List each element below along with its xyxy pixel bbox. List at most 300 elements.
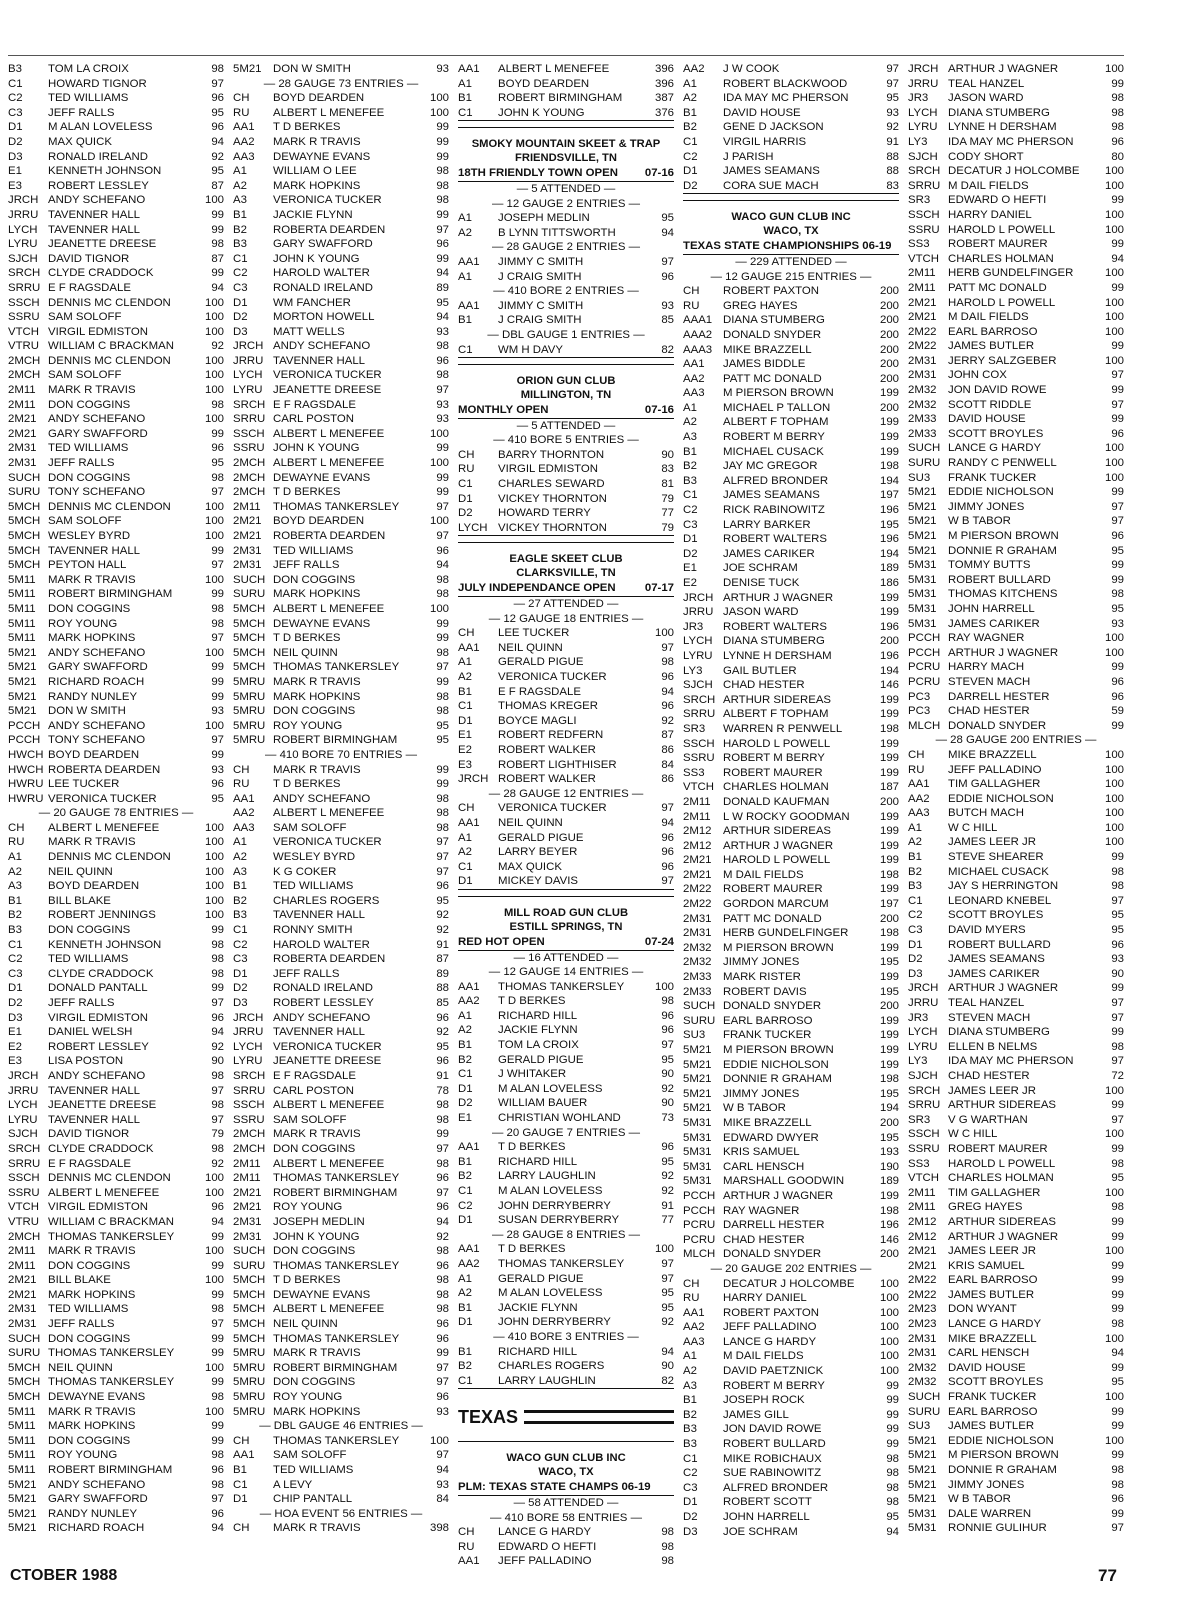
score: 90 (211, 1055, 224, 1068)
class-code: RU (233, 106, 250, 119)
result-row (458, 1023, 674, 1038)
result-row (458, 1554, 674, 1569)
score: 100 (204, 1361, 224, 1374)
club-heading (458, 364, 674, 403)
result-row (908, 675, 1124, 690)
shooter-name: T D BERKES (498, 995, 566, 1008)
score: 88 (886, 165, 899, 178)
result-row (233, 777, 449, 792)
shooter-name: JAMES BIDDLE (723, 358, 806, 371)
score: 99 (1111, 573, 1124, 586)
shooter-name: GARY SWAFFORD (48, 661, 148, 674)
shooter-name: ROBERT BULLARD (948, 573, 1051, 586)
class-code: A2 (683, 1365, 697, 1378)
result-row (458, 1286, 674, 1301)
class-code: 5M31 (683, 1146, 712, 1159)
class-code: C1 (908, 894, 923, 907)
result-row (458, 801, 674, 816)
result-row (908, 981, 1124, 996)
result-row (683, 1510, 899, 1525)
score: 97 (211, 1113, 224, 1126)
score: 96 (211, 1201, 224, 1214)
shooter-name: JAMES CARIKER (723, 547, 815, 560)
score: 95 (661, 1287, 674, 1300)
score: 199 (879, 708, 899, 721)
class-code: SR3 (683, 722, 706, 735)
score: 196 (879, 533, 899, 546)
class-code: RU (233, 778, 250, 791)
result-row (458, 462, 674, 477)
class-code: 2M12 (908, 1230, 937, 1243)
result-row (683, 1364, 899, 1379)
class-code: CH (908, 748, 925, 761)
result-row (908, 266, 1124, 281)
class-code: 5M21 (908, 1464, 937, 1476)
score: 95 (211, 457, 224, 470)
class-code: C1 (458, 343, 473, 356)
result-row (8, 441, 224, 456)
shooter-name: BOYD DEARDEN (48, 748, 140, 761)
class-code: LYCH (8, 223, 38, 236)
score: 100 (1104, 763, 1124, 776)
shooter-name: ROBERT JENNINGS (48, 909, 156, 922)
class-code: AA1 (233, 121, 255, 134)
shooter-name: WILLIAM C BRACKMAN (48, 1215, 174, 1228)
shooter-name: MARK R TRAVIS (273, 1128, 361, 1141)
shooter-name: MARK R TRAVIS (48, 1245, 136, 1258)
shooter-name: J WHITAKER (498, 1068, 567, 1081)
class-code: SSCH (233, 427, 265, 440)
result-row (683, 634, 899, 649)
shooter-name: JAMES BUTLER (948, 1288, 1035, 1301)
result-row (8, 1127, 224, 1142)
shooter-name: SAM SOLOFF (273, 821, 347, 834)
shooter-name: EDDIE NICHOLSON (948, 1434, 1054, 1447)
class-code: JR3 (683, 620, 704, 633)
shoot-date: 07-16 (644, 167, 674, 180)
shooter-name: DAVID MYERS (948, 924, 1026, 937)
score: 200 (879, 1000, 899, 1013)
result-row (233, 1157, 449, 1172)
class-code: D3 (233, 325, 248, 338)
result-row (908, 106, 1124, 121)
result-row (458, 845, 674, 860)
result-row (458, 1540, 674, 1555)
shooter-name: ROBERT BIRMINGHAM (48, 588, 173, 601)
event-divider: — 5 ATTENDED — (516, 182, 616, 195)
result-row (908, 719, 1124, 734)
result-row (908, 777, 1124, 792)
class-code: AA1 (683, 358, 705, 371)
class-code: AA1 (458, 299, 480, 312)
result-row (908, 514, 1124, 529)
shoot-title (683, 239, 899, 255)
class-code: E1 (458, 729, 472, 742)
class-code: A2 (233, 179, 247, 192)
result-row (233, 1302, 449, 1317)
shooter-name: W C HILL (948, 1128, 998, 1141)
score: 97 (1111, 1113, 1124, 1126)
class-code: AA2 (683, 372, 705, 385)
shooter-name: M ALAN LOVELESS (498, 1185, 603, 1197)
score: 92 (436, 1230, 449, 1243)
shooter-name: DENISE TUCK (723, 577, 800, 589)
result-row (908, 281, 1124, 296)
class-code: C1 (458, 106, 473, 119)
result-row (8, 704, 224, 719)
score: 93 (436, 413, 449, 426)
score: 98 (211, 471, 224, 484)
shooter-name: MICHAEL CUSACK (723, 445, 824, 458)
class-code: CH (233, 92, 250, 105)
shooter-name: THOMAS TANKERSLEY (273, 1259, 400, 1272)
class-code: AAA1 (683, 314, 713, 327)
score: 95 (886, 92, 899, 105)
class-code: LYCH (908, 1026, 938, 1039)
score: 96 (211, 121, 224, 134)
class-code: 5MRU (233, 1391, 266, 1404)
score: 92 (211, 340, 224, 353)
score: 99 (1111, 1259, 1124, 1272)
result-row (233, 237, 449, 252)
score: 96 (661, 700, 674, 713)
shooter-name: WESLEY BYRD (273, 851, 356, 864)
result-row (908, 456, 1124, 471)
shooter-name: ROBERT MAURER (948, 1142, 1048, 1155)
score: 98 (436, 1288, 449, 1301)
result-row (683, 1277, 899, 1292)
class-code: C3 (8, 967, 23, 980)
result-row (458, 1242, 674, 1257)
shooter-name: DAVID HOUSE (948, 413, 1026, 426)
class-code: AA2 (908, 792, 930, 805)
class-code: 2M31 (8, 1318, 37, 1331)
class-code: JRCH (683, 591, 714, 604)
score: 199 (879, 971, 899, 984)
score: 80 (1111, 150, 1124, 163)
class-code: AA3 (233, 150, 255, 163)
result-row (8, 952, 224, 967)
class-code: C3 (683, 518, 698, 531)
score: 94 (211, 281, 224, 294)
shooter-name: JAMES LEER JR (948, 1245, 1036, 1258)
score: 73 (661, 1112, 674, 1125)
result-row (233, 1244, 449, 1259)
result-row (8, 617, 224, 632)
shooter-name: ROBERT LESSLEY (48, 1040, 149, 1053)
score: 98 (436, 792, 449, 805)
class-code: 5MRU (233, 1376, 266, 1389)
shooter-name: ROBERT BIRMINGHAM (273, 1361, 398, 1374)
result-row (908, 1069, 1124, 1084)
shooter-name: STEVEN MACH (948, 675, 1031, 688)
class-code: C1 (8, 77, 23, 90)
class-code: JRRU (233, 354, 264, 367)
result-row (683, 1160, 899, 1175)
class-code: 5M31 (908, 1507, 937, 1520)
class-code: B1 (458, 314, 472, 327)
class-code: 5M31 (908, 573, 937, 586)
result-row (908, 865, 1124, 880)
score: 99 (436, 486, 449, 499)
shooter-name: TED WILLIAMS (273, 880, 354, 893)
class-code: AA3 (233, 821, 255, 834)
score: 200 (879, 285, 899, 298)
result-row (908, 368, 1124, 383)
class-code: 2M11 (908, 281, 936, 294)
result-row (233, 500, 449, 515)
result-row (908, 879, 1124, 894)
shooter-name: JEFF PALLADINO (723, 1321, 817, 1334)
event-divider: — 20 GAUGE 7 ENTRIES — (491, 1126, 641, 1139)
score: 96 (436, 1259, 449, 1272)
class-code: D3 (683, 1525, 698, 1538)
result-row (233, 193, 449, 208)
shooter-name: MATT WELLS (273, 325, 345, 338)
result-row (233, 266, 449, 281)
class-code: SSRU (8, 1186, 40, 1199)
score: 100 (1104, 748, 1124, 761)
class-code: 2M31 (908, 1347, 937, 1360)
result-row (683, 357, 899, 372)
result-row (233, 91, 449, 106)
score: 92 (886, 121, 899, 134)
score: 95 (661, 212, 674, 225)
results-column-5 (908, 62, 1124, 1536)
class-code: SSRU (908, 223, 940, 236)
shooter-name: TED WILLIAMS (48, 92, 129, 105)
shooter-name: J CRAIG SMITH (498, 270, 582, 283)
shooter-name: IDA MAY MC PHERSON (948, 1055, 1074, 1068)
class-code: C1 (8, 938, 23, 951)
class-code: SRRU (683, 708, 716, 721)
class-code: A2 (458, 1287, 472, 1300)
class-code: SURU (8, 1347, 41, 1360)
shooter-name: W C HILL (948, 821, 998, 834)
result-row (8, 690, 224, 705)
result-row (458, 77, 674, 92)
shooter-name: DAVID HOUSE (723, 106, 801, 119)
class-code: JRCH (908, 63, 939, 75)
class-code: A2 (8, 865, 22, 878)
class-code: A1 (683, 77, 697, 90)
result-row (233, 908, 449, 923)
event-divider: — 410 BORE 2 ENTRIES — (493, 285, 639, 298)
result-row (683, 810, 899, 825)
result-row (458, 980, 674, 995)
class-code: SSRU (233, 1113, 265, 1126)
score: 100 (1104, 632, 1124, 645)
class-code: 5M21 (8, 661, 37, 674)
class-code: D1 (683, 165, 698, 178)
result-row (8, 1069, 224, 1084)
score: 92 (436, 924, 449, 937)
shooter-name: LEONARD KNEBEL (948, 894, 1052, 907)
shooter-name: MARK R TRAVIS (48, 573, 136, 586)
class-code: 2M11 (8, 1245, 36, 1258)
event-divider: — 5 ATTENDED — (516, 419, 616, 432)
result-row (908, 1448, 1124, 1463)
shooter-name: DON COGGINS (48, 924, 131, 937)
shooter-name: DONALD SNYDER (723, 1000, 822, 1013)
result-row (233, 1405, 449, 1420)
shoot-title (458, 403, 674, 419)
shooter-name: JOHN HARRELL (723, 1511, 810, 1523)
score: 100 (1104, 778, 1124, 791)
class-code: C2 (458, 1199, 473, 1212)
shooter-name: MARK HOPKINS (48, 1420, 136, 1433)
result-row (233, 646, 449, 661)
score: 99 (436, 763, 449, 776)
class-code: SJCH (683, 679, 713, 692)
score: 97 (436, 836, 449, 849)
class-code: LYCH (8, 1099, 38, 1112)
shooter-name: WM FANCHER (273, 296, 351, 309)
result-row (683, 941, 899, 956)
class-code: CH (683, 285, 700, 298)
result-row (8, 733, 224, 748)
result-row (683, 868, 899, 883)
score: 199 (879, 445, 899, 458)
score: 93 (436, 1478, 449, 1491)
score: 92 (211, 150, 224, 163)
score: 100 (879, 1365, 899, 1378)
shooter-name: BARRY THORNTON (498, 448, 605, 461)
shooter-name: HARRY DANIEL (948, 208, 1032, 221)
result-row (8, 544, 224, 559)
score: 100 (1104, 807, 1124, 820)
class-code: D1 (458, 714, 473, 727)
shooter-name: CHARLES ROGERS (498, 1360, 605, 1373)
class-code: 5MRU (233, 734, 266, 747)
score: 199 (879, 387, 899, 400)
shoot-name: RED HOT OPEN (458, 935, 545, 948)
shooter-name: ANDY SCHEFANO (273, 340, 371, 353)
shooter-name: DEWAYNE EVANS (273, 471, 371, 484)
shooter-name: W B TABOR (948, 1493, 1011, 1506)
event-divider: — 28 GAUGE 200 ENTRIES — (935, 734, 1097, 747)
result-row (233, 1142, 449, 1157)
class-code: LY3 (908, 135, 928, 148)
result-row (233, 1113, 449, 1128)
shooter-name: JEFF PALLADINO (948, 763, 1042, 776)
score: 198 (879, 460, 899, 473)
class-code: B1 (683, 1394, 697, 1407)
result-row (908, 150, 1124, 165)
score: 99 (1111, 1361, 1124, 1374)
shooter-name: DON WYANT (948, 1303, 1017, 1316)
shooter-name: GREG HAYES (948, 1201, 1023, 1214)
score: 98 (661, 656, 674, 669)
shooter-name: DIANA STUMBERG (723, 314, 825, 327)
score: 198 (879, 722, 899, 735)
shooter-name: T D BERKES (498, 1141, 566, 1154)
shooter-name: VIRGIL HARRIS (723, 135, 807, 148)
shooter-name: MIKE BRAZZELL (723, 1116, 812, 1129)
shooter-name: EARL BARROSO (948, 1274, 1038, 1287)
score: 98 (1111, 865, 1124, 878)
shooter-name: M DAIL FIELDS (948, 311, 1029, 324)
club-location: WACO, TX (763, 225, 819, 238)
shooter-name: ROBERT M BERRY (723, 431, 825, 444)
class-code: B1 (458, 92, 472, 105)
score: 200 (879, 912, 899, 925)
score: 100 (429, 515, 449, 528)
score: 100 (1104, 792, 1124, 805)
shooter-name: WILLIAM O LEE (273, 165, 357, 178)
result-row (683, 926, 899, 941)
shooter-name: JAMES BUTLER (948, 1420, 1035, 1433)
shooter-name: JIMMY JONES (948, 500, 1025, 513)
top-rule (8, 55, 1124, 56)
result-row (8, 1361, 224, 1376)
shooter-name: ROBERT MAURER (723, 883, 823, 896)
class-code: AA1 (908, 778, 930, 791)
score: 96 (436, 544, 449, 557)
score: 95 (661, 1053, 674, 1066)
result-row (908, 704, 1124, 719)
score: 94 (1111, 252, 1124, 265)
result-row (683, 1174, 899, 1189)
shooter-name: TONY SCHEFANO (48, 486, 146, 499)
class-code: 2M22 (908, 340, 937, 353)
shooter-name: DECATUR J HOLCOMBE (948, 165, 1080, 178)
shooter-name: LYNNE H DERSHAM (723, 649, 832, 662)
shooter-name: VERONICA TUCKER (48, 792, 157, 805)
score: 93 (211, 705, 224, 718)
score: 98 (436, 194, 449, 207)
shooter-name: ROBERT LESSLEY (48, 179, 149, 192)
result-row (908, 164, 1124, 179)
shooter-name: ROBERT BIRMINGHAM (48, 1464, 173, 1476)
result-row (233, 806, 449, 821)
class-code: AAA3 (683, 343, 713, 356)
result-row (683, 1014, 899, 1029)
result-row (683, 605, 899, 620)
shooter-name: T D BERKES (273, 1274, 341, 1287)
class-code: RU (8, 836, 25, 849)
result-row (233, 617, 449, 632)
result-row (458, 1067, 674, 1082)
result-row (233, 1448, 449, 1463)
score: 99 (1111, 1230, 1124, 1243)
result-row (683, 343, 899, 358)
shooter-name: MARK R TRAVIS (48, 836, 136, 849)
class-code: D1 (908, 938, 923, 951)
class-code: 5M31 (683, 1131, 712, 1144)
result-row (233, 719, 449, 734)
score: 99 (211, 924, 224, 937)
result-row (8, 908, 224, 923)
score: 99 (436, 471, 449, 484)
result-row (683, 1408, 899, 1423)
result-row (908, 1317, 1124, 1332)
result-row (233, 792, 449, 807)
class-code: 2M23 (908, 1318, 937, 1331)
class-code: C1 (683, 135, 698, 148)
score: 98 (661, 995, 674, 1008)
result-row (8, 135, 224, 150)
class-code: LYRU (8, 238, 38, 251)
result-row (8, 223, 224, 238)
result-row (458, 343, 674, 359)
shooter-name: ROBERT PAXTON (723, 1306, 820, 1319)
score: 99 (211, 1420, 224, 1433)
shooter-name: NEIL QUINN (498, 641, 563, 654)
score: 198 (879, 1204, 899, 1217)
shooter-name: KENNETH JOHNSON (48, 938, 162, 951)
score: 199 (879, 1044, 899, 1056)
